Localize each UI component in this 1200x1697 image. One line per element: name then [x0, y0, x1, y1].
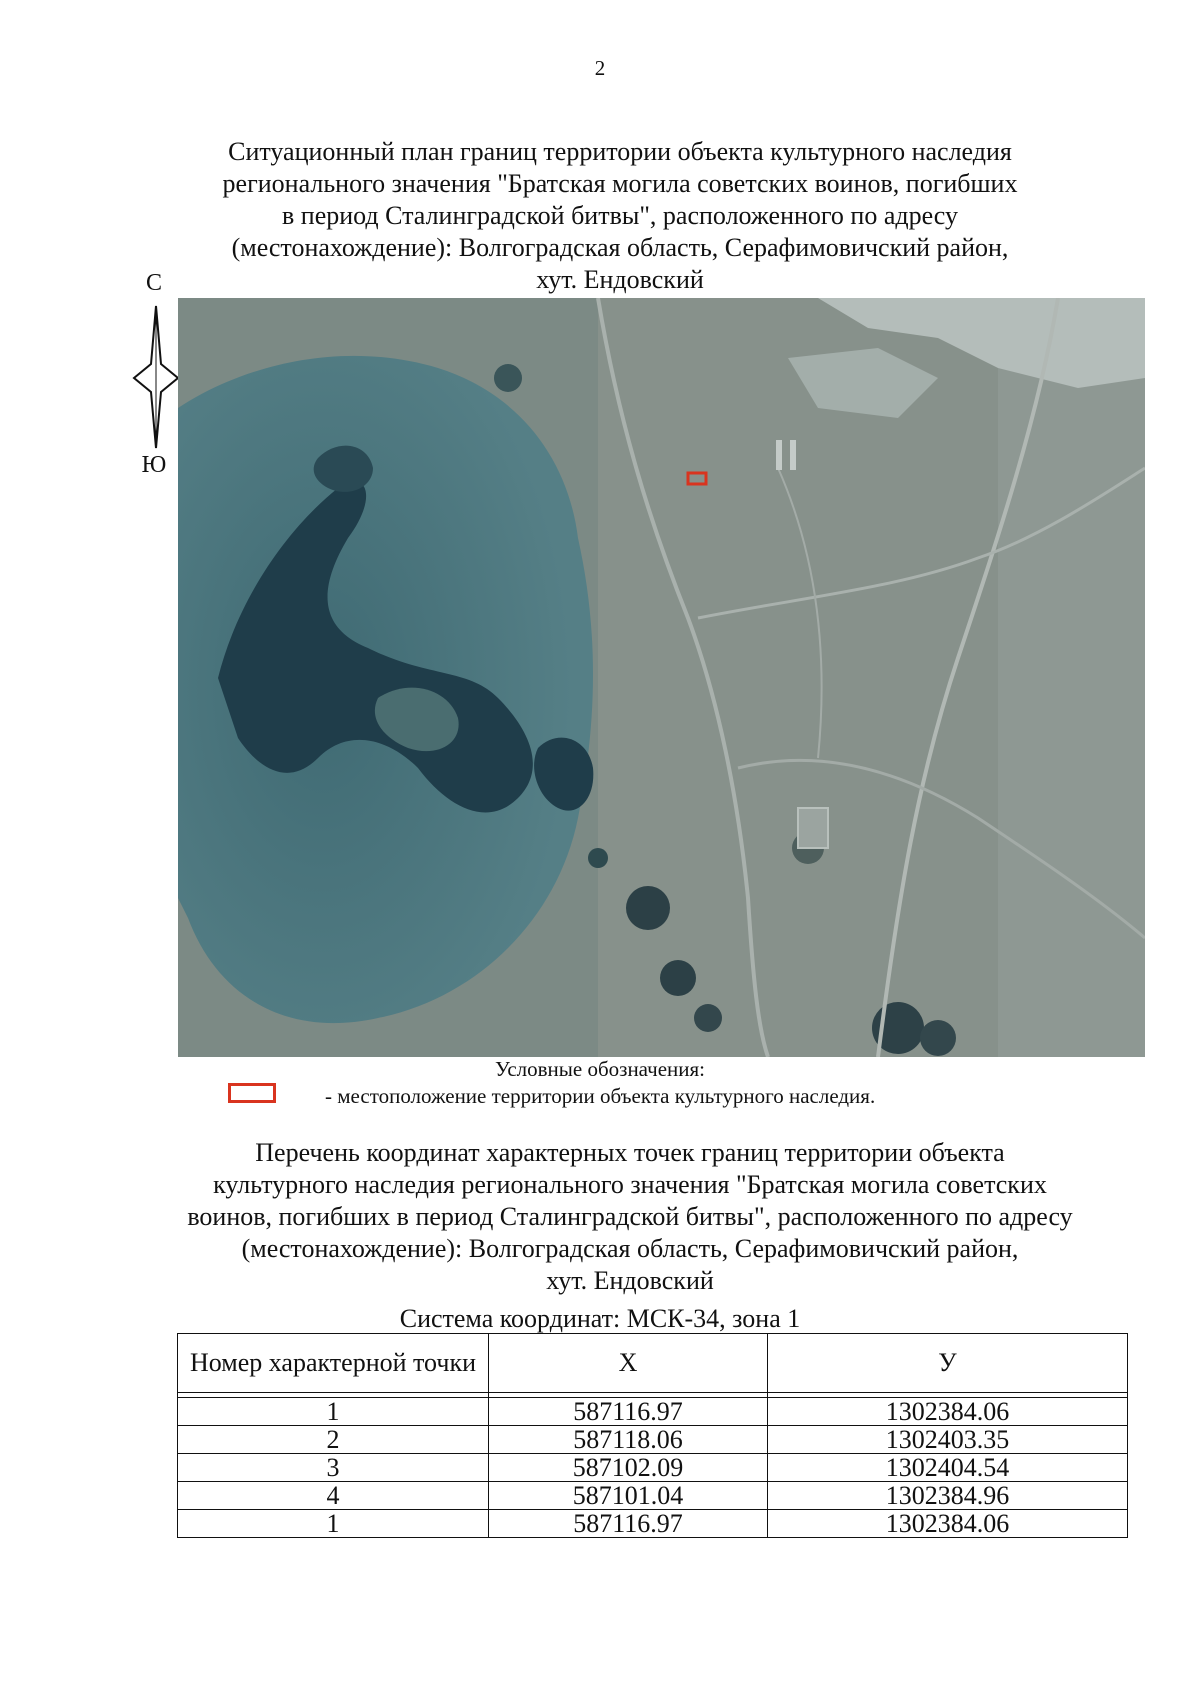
- y-cell: 1302384.96: [768, 1482, 1128, 1510]
- plan-title-line: в период Сталинградской битвы", расположенного по адресу: [282, 201, 958, 230]
- coordinate-list-title: [150, 1137, 1110, 1297]
- table-row: [178, 1482, 1128, 1510]
- y-cell: 1302384.06: [768, 1510, 1128, 1538]
- table-row: [178, 1454, 1128, 1482]
- list-title-line: (местонахождение): Волгоградская область, Серафимовичский район,: [241, 1234, 1019, 1263]
- plan-title-line: регионального значения "Братская могила советских воинов, погибших: [222, 169, 1018, 198]
- y-cell: 1302403.35: [768, 1426, 1128, 1454]
- table-header-row: [178, 1334, 1128, 1393]
- satellite-image: [178, 298, 1145, 1057]
- coordinates-table: [177, 1333, 1128, 1538]
- satellite-map: [178, 298, 1145, 1057]
- plan-title-line: Ситуационный план границ территории объекта культурного наследия: [228, 137, 1012, 166]
- compass-arrow-icon: [130, 302, 182, 452]
- legend-title: Условные обозначения:: [494, 1057, 706, 1081]
- south-label: Ю: [141, 452, 167, 478]
- point-number-cell: 2: [178, 1426, 489, 1454]
- table-row: [178, 1426, 1128, 1454]
- y-cell: 1302384.06: [768, 1398, 1128, 1426]
- table-row: [178, 1510, 1128, 1538]
- x-cell: 587102.09: [489, 1454, 768, 1482]
- point-number-cell: 1: [178, 1398, 489, 1426]
- page-number: 2: [594, 56, 606, 80]
- point-number-cell: 1: [178, 1510, 489, 1538]
- header-y: У: [768, 1334, 1128, 1393]
- x-cell: 587116.97: [489, 1398, 768, 1426]
- header-point-number: Номер характерной точки: [178, 1334, 489, 1393]
- coordinate-system-label: Система координат: МСК-34, зона 1: [399, 1304, 801, 1333]
- x-cell: 587116.97: [489, 1510, 768, 1538]
- x-cell: 587101.04: [489, 1482, 768, 1510]
- north-label: С: [145, 270, 162, 296]
- list-title-line: культурного наследия регионального значения "Братская могила советских: [213, 1170, 1047, 1199]
- list-title-line: хут. Ендовский: [546, 1266, 714, 1295]
- list-title-line: Перечень координат характерных точек границ территории объекта: [255, 1138, 1005, 1167]
- plan-title-line: хут. Ендовский: [536, 265, 704, 294]
- point-number-cell: 3: [178, 1454, 489, 1482]
- legend-marker-icon: [228, 1083, 276, 1103]
- x-cell: 587118.06: [489, 1426, 768, 1454]
- situation-plan-title: [150, 136, 1090, 296]
- list-title-line: воинов, погибших в период Сталинградской битвы", расположенного по адресу: [187, 1202, 1073, 1231]
- header-x: X: [489, 1334, 768, 1393]
- table-row: [178, 1398, 1128, 1426]
- plan-title-line: (местонахождение): Волгоградская область, Серафимовичский район,: [231, 233, 1009, 262]
- legend-item-text: - местоположение территории объекта культурного наследия.: [325, 1084, 876, 1108]
- north-arrow: [126, 270, 186, 480]
- y-cell: 1302404.54: [768, 1454, 1128, 1482]
- point-number-cell: 4: [178, 1482, 489, 1510]
